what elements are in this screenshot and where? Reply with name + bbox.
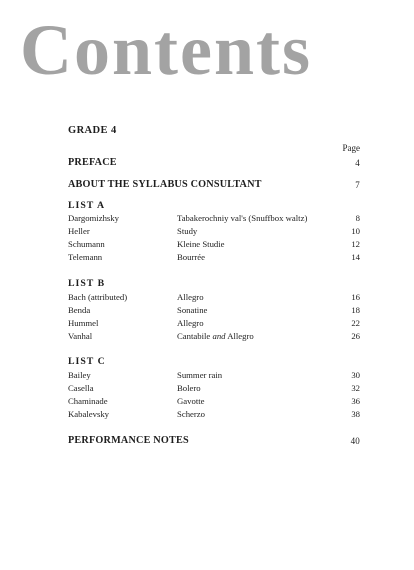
page-number: 18 [351,305,360,315]
composer-name: Bailey [68,370,91,380]
list-b-item-4[interactable] [68,329,360,343]
list-a-item-2[interactable] [68,224,360,238]
about-entry[interactable] [68,178,360,192]
grade-heading: GRADE 4 [68,125,117,136]
composer-name: Dargomizhsky [68,213,119,223]
page-number: 32 [351,383,360,393]
page-number: 38 [351,409,360,419]
page-number: 8 [355,213,360,223]
composer-name: Vanhal [68,331,93,341]
preface-page: 4 [355,158,360,168]
page-number: 16 [351,292,360,302]
composer-name: Kabalevsky [68,409,110,419]
list-a-item-4[interactable] [68,250,360,264]
composer-name: Benda [68,305,91,315]
piece-title: Study [177,226,198,236]
piece-title: Kleine Studie [177,239,225,249]
piece-title: Bolero [177,383,201,393]
page-number: 26 [351,331,360,341]
list-c-item-3[interactable] [68,394,360,408]
preface-entry[interactable] [68,156,360,170]
performance-notes-label: PERFORMANCE NOTES [68,435,189,446]
page-column-header: Page [342,143,360,153]
list-c-item-4[interactable] [68,407,360,421]
page-number: 10 [351,226,360,236]
page-number: 36 [351,396,360,406]
list-a-item-1[interactable] [68,211,360,225]
piece-title: Summer rain [177,370,223,380]
composer-name: Casella [68,383,94,393]
list-b-item-1[interactable] [68,290,360,304]
list-b-item-2[interactable] [68,303,360,317]
about-page: 7 [355,180,360,190]
piece-title: Bourrée [177,252,205,262]
performance-notes-page: 40 [350,436,360,446]
page-number: 12 [351,239,360,249]
composer-name: Bach (attributed) [68,292,128,302]
preface-label: PREFACE [68,157,117,168]
list-a-heading: LIST A [68,200,106,211]
piece-title: Scherzo [177,409,205,419]
list-c-item-2[interactable] [68,381,360,395]
list-c-item-1[interactable] [68,368,360,382]
list-a-item-3[interactable] [68,237,360,251]
composer-name: Heller [68,226,90,236]
composer-name: Hummel [68,318,99,328]
performance-notes-entry[interactable] [68,434,360,448]
composer-name: Chaminade [68,396,108,406]
composer-name: Telemann [68,252,103,262]
page-number: 30 [351,370,360,380]
piece-title: Gavotte [177,396,205,406]
piece-title: Cantabile and Allegro [177,331,254,341]
piece-title: Allegro [177,292,204,302]
piece-title: Allegro [177,318,204,328]
piece-title: Tabakerochniy val's (Snuffbox waltz) [177,213,308,223]
about-label: ABOUT THE SYLLABUS CONSULTANT [68,179,262,190]
list-b-item-3[interactable] [68,316,360,330]
piece-title: Sonatine [177,305,208,315]
list-c-heading: LIST C [68,356,106,367]
page-number: 14 [351,252,360,262]
composer-name: Schumann [68,239,105,249]
page-number: 22 [351,318,360,328]
page-title: Contents [20,10,313,90]
list-b-heading: LIST B [68,278,106,289]
